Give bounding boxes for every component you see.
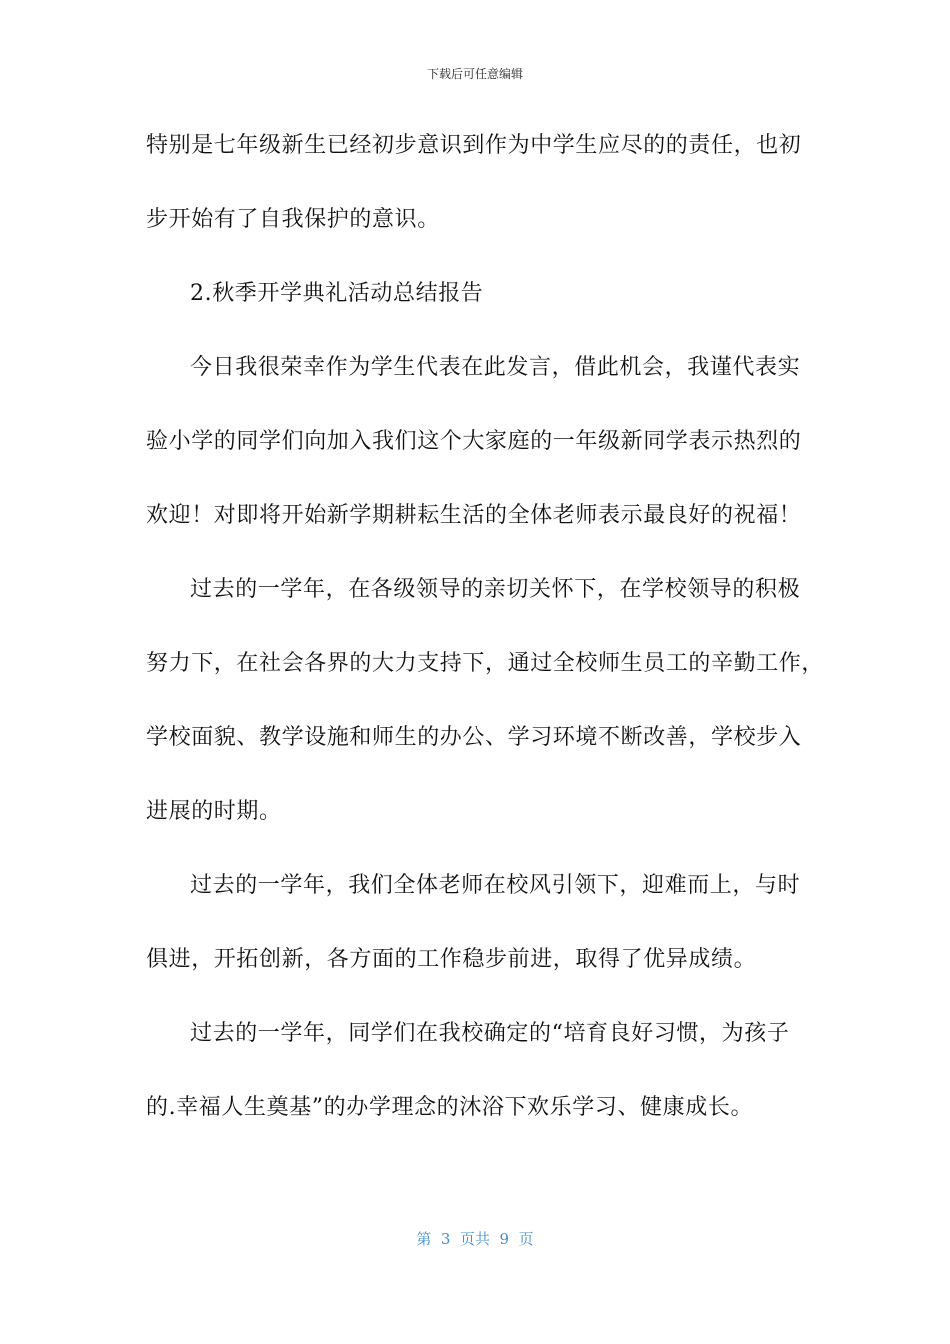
section-heading: 2.秋季开学典礼活动总结报告: [190, 281, 484, 306]
text-line: 过去的一学年，我们全体老师在校风引领下，迎难而上，与时: [190, 873, 801, 898]
page-header: 下载后可任意编辑: [426, 67, 523, 81]
text-line: 过去的一学年，在各级领导的亲切关怀下，在学校领导的积极: [190, 577, 801, 602]
text-line: 特别是七年级新生已经初步意识到作为中学生应尽的的责任，也初: [146, 133, 802, 158]
text-line: 学校面貌、教学设施和师生的办公、学习环境不断改善，学校步入: [146, 725, 802, 750]
text-line: 俱进，开拓创新，各方面的工作稳步前进，取得了优异成绩。: [146, 947, 757, 972]
text-line: 进展的时期。: [146, 799, 282, 824]
text-line: 步开始有了自我保护的意识。: [146, 207, 440, 232]
text-line: 过去的一学年，同学们在我校确定的“培育良好习惯，为孩子: [190, 1021, 790, 1046]
document-body: [146, 124, 825, 1160]
text-line: 努力下，在社会各界的大力支持下，通过全校师生员工的辛勤工作，: [146, 651, 825, 676]
page-number-footer: 第 3 页共 9 页: [416, 1230, 534, 1248]
text-line: 今日我很荣幸作为学生代表在此发言，借此机会，我谨代表实: [190, 355, 801, 380]
text-line: 欢迎！对即将开始新学期耕耘生活的全体老师表示最良好的祝福！: [146, 503, 802, 528]
text-line: 的.幸福人生奠基”的办学理念的沐浴下欢乐学习、健康成长。: [146, 1095, 754, 1120]
text-line: 验小学的同学们向加入我们这个大家庭的一年级新同学表示热烈的: [146, 429, 802, 454]
